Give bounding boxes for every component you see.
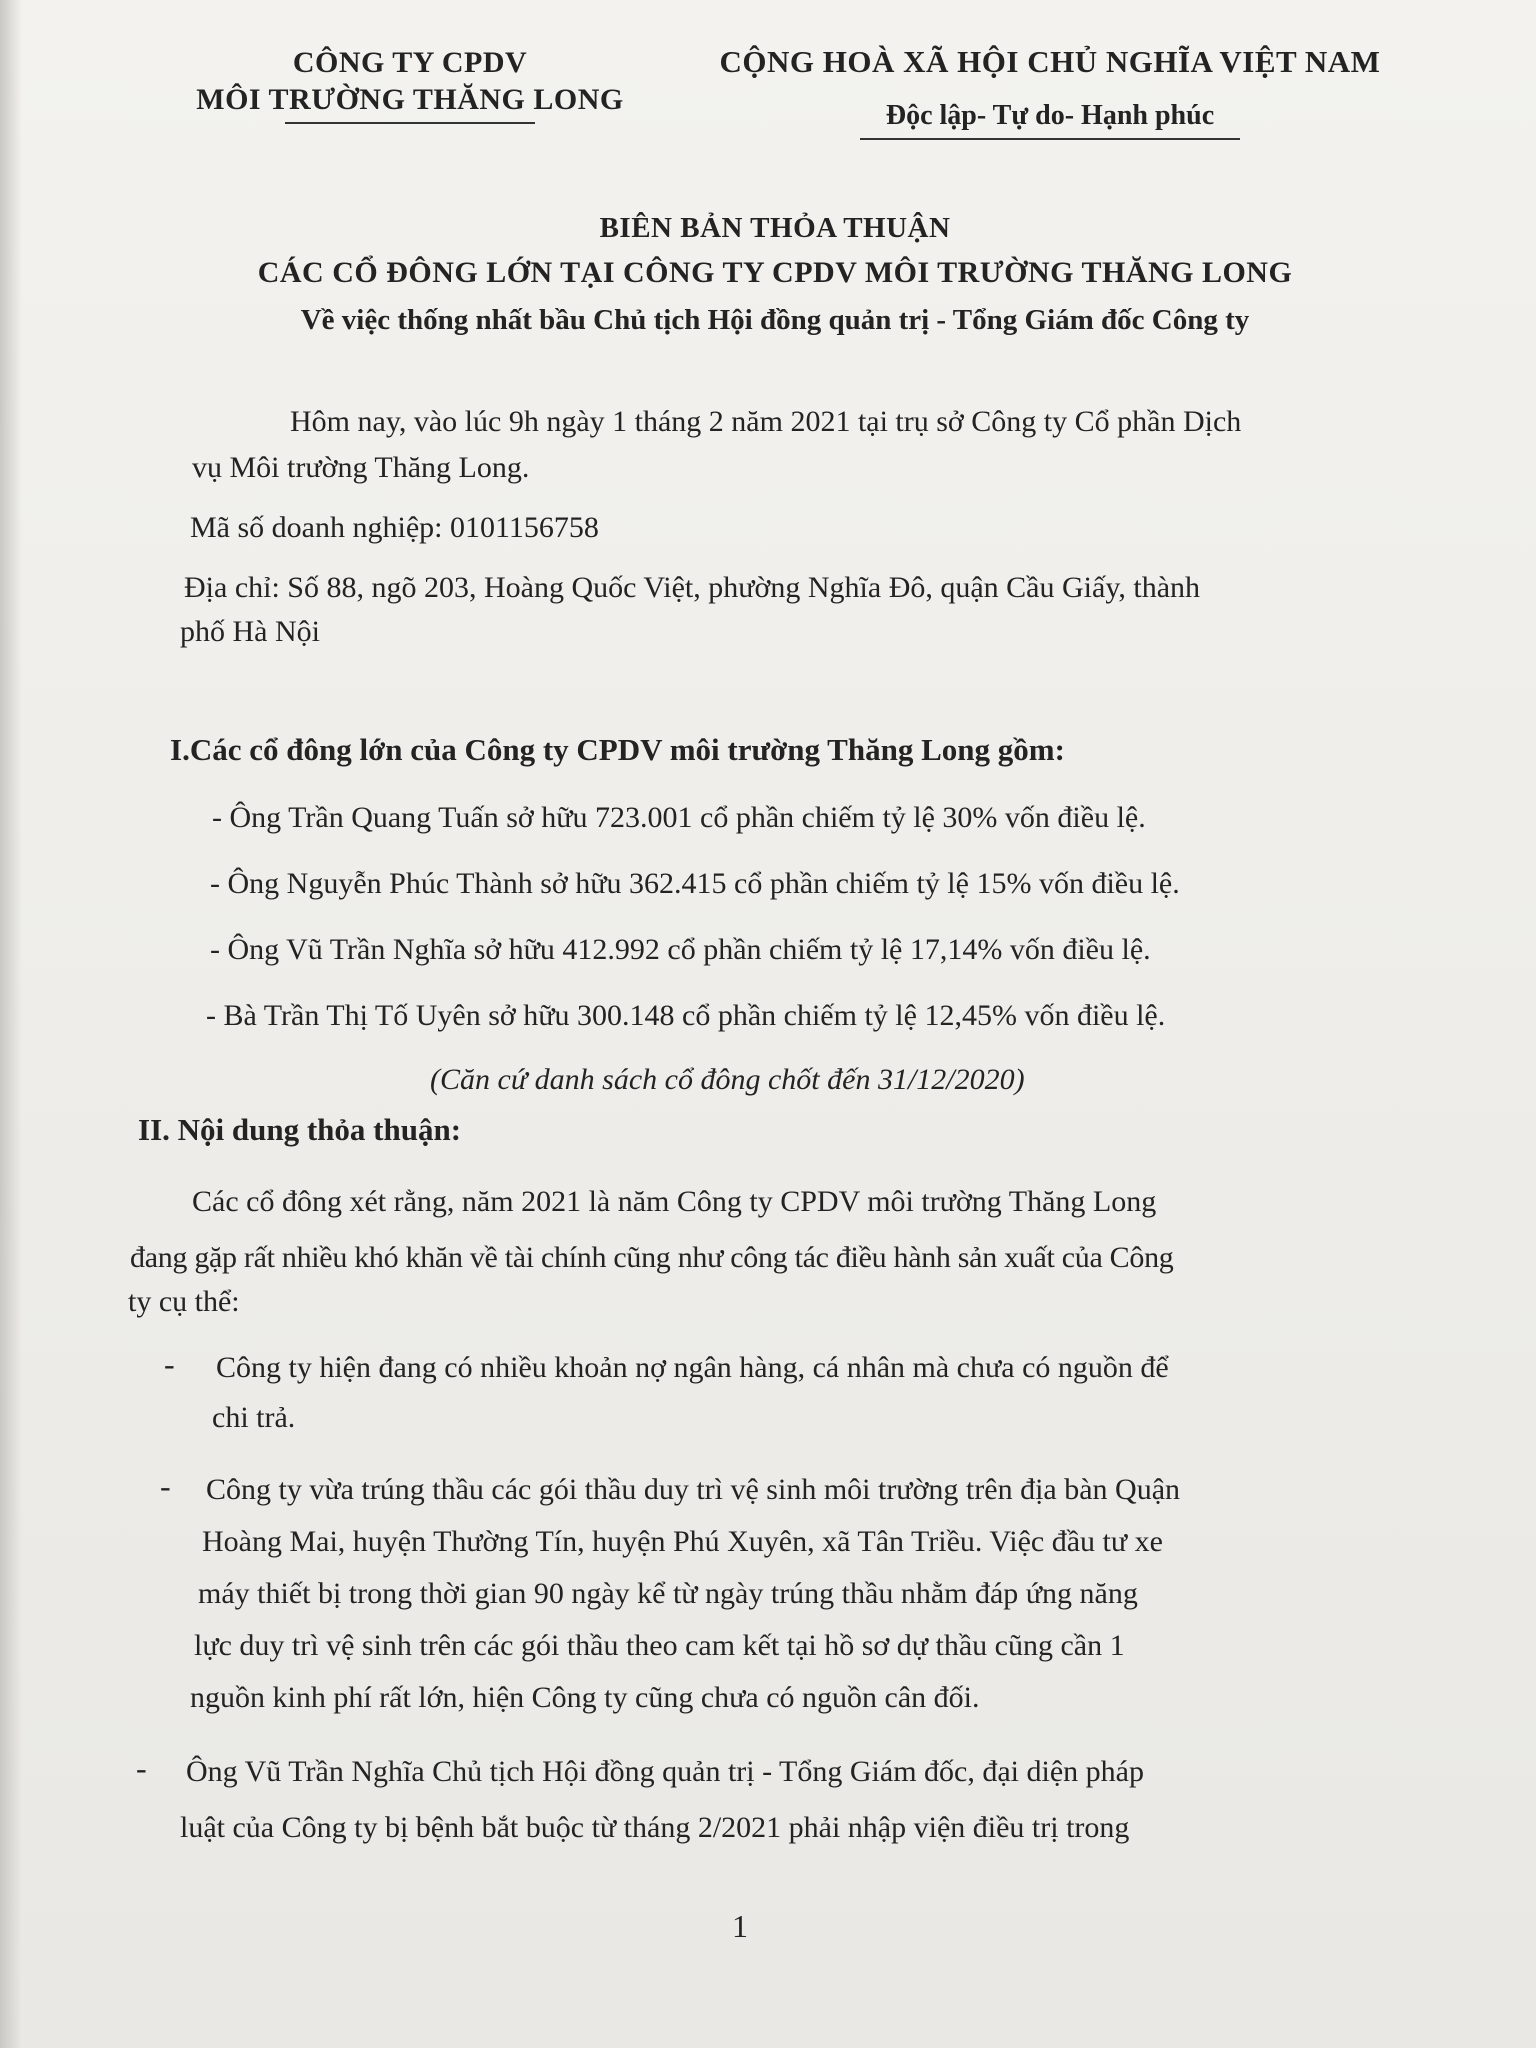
- shareholder-item: - Ông Vũ Trần Nghĩa sở hữu 412.992 cổ phần chiếm tỷ lệ 17,14% vốn điều lệ.: [210, 933, 1151, 966]
- bullet-2-line: lực duy trì vệ sinh trên các gói thầu theo cam kết tại hồ sơ dự thầu cũng cần 1: [194, 1629, 1125, 1662]
- bullet-1-line: Công ty hiện đang có nhiều khoản nợ ngân hàng, cá nhân mà chưa có nguồn để: [216, 1351, 1169, 1384]
- intro-line-2: vụ Môi trường Thăng Long.: [192, 451, 530, 484]
- company-underline: [285, 122, 535, 124]
- section-2-heading: II. Nội dung thỏa thuận:: [138, 1112, 462, 1147]
- shareholder-item: - Bà Trần Thị Tố Uyên sở hữu 300.148 cổ phần chiếm tỷ lệ 12,45% vốn điều lệ.: [206, 999, 1166, 1032]
- address-line-2: phố Hà Nội: [180, 615, 320, 648]
- shareholder-item: - Ông Nguyễn Phúc Thành sở hữu 362.415 cổ phần chiếm tỷ lệ 15% vốn điều lệ.: [210, 867, 1180, 900]
- context-line-3: ty cụ thể:: [128, 1285, 240, 1318]
- bullet-3-line: Ông Vũ Trần Nghĩa Chủ tịch Hội đồng quản trị - Tổng Giám đốc, đại diện pháp: [186, 1755, 1144, 1788]
- bullet-1-line: chi trả.: [212, 1401, 296, 1434]
- shareholder-item: - Ông Trần Quang Tuấn sở hữu 723.001 cổ phần chiếm tỷ lệ 30% vốn điều lệ.: [212, 801, 1146, 834]
- address-line-1: Địa chỉ: Số 88, ngõ 203, Hoàng Quốc Việt, phường Nghĩa Đô, quận Cầu Giấy, thành: [184, 571, 1201, 604]
- shareholder-list-note: (Căn cứ danh sách cổ đông chốt đến 31/12/2020): [430, 1063, 1025, 1096]
- bullet-2-line: nguồn kinh phí rất lớn, hiện Công ty cũng chưa có nguồn cân đối.: [190, 1681, 980, 1714]
- page-number: 1: [732, 1908, 748, 1944]
- context-line-1: Các cổ đông xét rằng, năm 2021 là năm Công ty CPDV môi trường Thăng Long: [192, 1185, 1157, 1218]
- section-1-heading: I.Các cổ đông lớn của Công ty CPDV môi trường Thăng Long gồm:: [170, 732, 1065, 767]
- bullet-3-line: luật của Công ty bị bệnh bắt buộc từ tháng 2/2021 phải nhập viện điều trị trong: [180, 1811, 1130, 1844]
- company-header: [160, 44, 660, 124]
- bullet-2-line: Hoàng Mai, huyện Thường Tín, huyện Phú Xuyên, xã Tân Triều. Việc đầu tư xe: [202, 1525, 1163, 1558]
- tax-code: Mã số doanh nghiệp: 0101156758: [190, 511, 599, 544]
- company-name-line2: MÔI TRƯỜNG THĂNG LONG: [196, 83, 624, 116]
- motto-underline: [860, 138, 1240, 140]
- bullet-dash: -: [164, 1346, 175, 1382]
- company-name-line1: CÔNG TY CPDV: [292, 46, 528, 79]
- context-line-2: đang gặp rất nhiều khó khăn về tài chính cũng như công tác điều hành sản xuất của Công: [130, 1241, 1174, 1274]
- document-subtitle: CÁC CỔ ĐÔNG LỚN TẠI CÔNG TY CPDV MÔI TRƯỜNG THĂNG LONG: [257, 256, 1293, 289]
- bullet-dash: -: [160, 1468, 171, 1504]
- national-header: [690, 42, 1410, 140]
- document-purpose: Về việc thống nhất bầu Chủ tịch Hội đồng quản trị - Tổng Giám đốc Công ty: [300, 304, 1250, 336]
- bullet-2-line: Công ty vừa trúng thầu các gói thầu duy trì vệ sinh môi trường trên địa bàn Quận: [206, 1473, 1181, 1506]
- national-motto: Độc lập- Tự do- Hạnh phúc: [885, 100, 1215, 131]
- country-name: CỘNG HOÀ XÃ HỘI CHỦ NGHĨA VIỆT NAM: [719, 44, 1381, 79]
- bullet-dash: -: [136, 1750, 147, 1786]
- intro-line-1: Hôm nay, vào lúc 9h ngày 1 tháng 2 năm 2021 tại trụ sở Công ty Cổ phần Dịch: [290, 405, 1242, 438]
- page-edge-shadow: [0, 0, 22, 2048]
- bullet-2-line: máy thiết bị trong thời gian 90 ngày kể từ ngày trúng thầu nhằm đáp ứng năng: [198, 1577, 1138, 1610]
- document-title: BIÊN BẢN THỎA THUẬN: [599, 212, 951, 244]
